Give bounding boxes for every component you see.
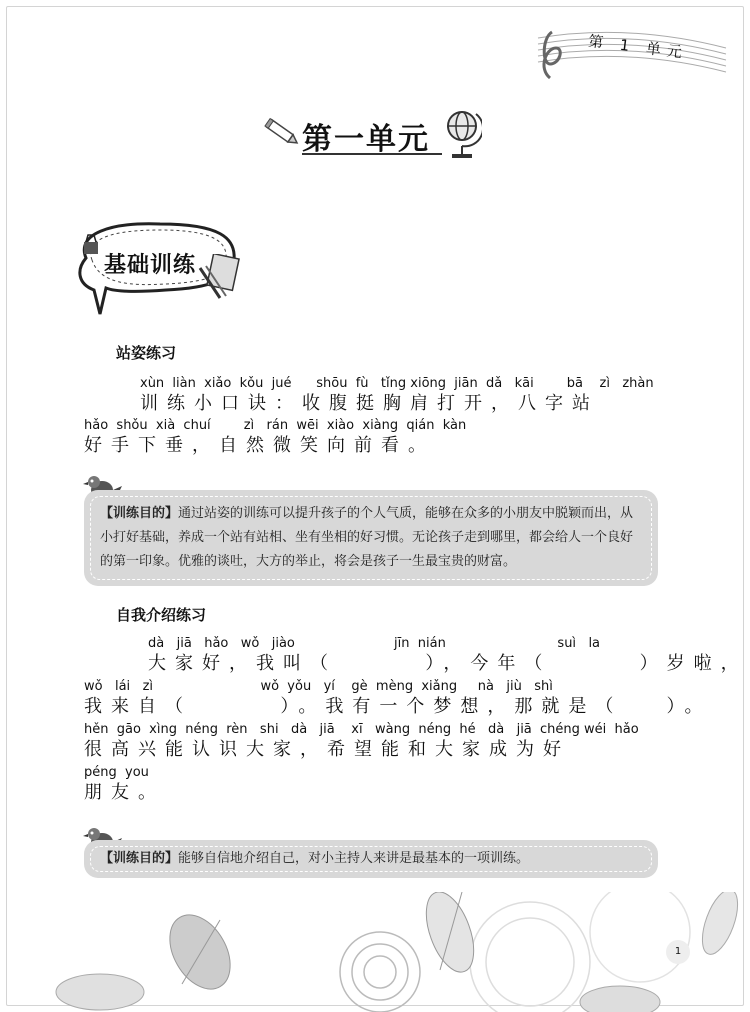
purpose-label: 【训练目的】 <box>100 506 179 521</box>
standing-heading: 站姿练习 <box>116 344 177 362</box>
intro-purpose-box <box>84 840 658 878</box>
intro-text-1: 大家好，我叫（ ），今年（ ）岁啦， <box>148 653 748 674</box>
intro-text-4: 朋友。 <box>84 782 165 803</box>
page-title: 第一单元 <box>302 122 430 157</box>
intro-heading: 自我介绍练习 <box>116 606 207 624</box>
section-tag-label: 基础训练 <box>104 253 197 278</box>
page-number: 1 <box>666 940 690 964</box>
intro-text-3: 很高兴能认识大家，希望能和大家成为好 <box>84 739 570 760</box>
notebook-icon <box>196 254 242 302</box>
title-block <box>262 106 492 162</box>
standing-pinyin-1: xùn liàn xiǎo kǒu jué shōu fù tǐng xiōng jiān dǎ kāi bā zì zhàn <box>140 376 654 391</box>
title-underline <box>302 153 442 155</box>
leaf-icon <box>0 892 750 1012</box>
purpose-text: 通过站姿的训练可以提升孩子的个人气质，能够在众多的小朋友中脱颖而出，从小打好基础，养成一个站有站相、坐有坐相的好习惯。无论孩子走到哪里，都会给人一个良好的第一印象。优雅的谈吐，大方的举止，将会是孩子一生最宝贵的财富。 <box>100 506 634 569</box>
standing-text-1: 训练小口诀：收腹挺胸肩打开，八字站 <box>140 393 599 414</box>
intro-pinyin-3: hěn gāo xìng néng rèn shi dà jiā xī wàng néng hé dà jiā chéng wéi hǎo <box>84 722 639 737</box>
intro-text-2: 我来自（ ）。我有一个梦想，那就是（ ）。 <box>84 696 712 717</box>
standing-text-2: 好手下垂，自然微笑向前看。 <box>84 435 435 456</box>
standing-pinyin-2: hǎo shǒu xià chuí zì rán wēi xiào xiàng qián kàn <box>84 418 467 433</box>
unit-label: 第 1 单元 <box>587 31 689 63</box>
intro-pinyin-2: wǒ lái zì wǒ yǒu yí gè mèng xiǎng nà jiù shì <box>84 679 553 694</box>
binder-clip-icon <box>82 234 100 256</box>
standing-purpose <box>100 502 644 574</box>
pencil-icon <box>262 116 302 150</box>
intro-pinyin-4: péng you <box>84 765 149 780</box>
purpose-label: 【训练目的】 <box>100 851 179 866</box>
standing-purpose-box <box>84 490 658 586</box>
intro-purpose <box>100 847 644 871</box>
globe-icon <box>444 108 482 160</box>
purpose-text: 能够自信地介绍自己，对小主持人来讲是最基本的一项训练。 <box>178 851 530 866</box>
intro-pinyin-1: dà jiā hǎo wǒ jiào jīn nián suì la <box>148 636 601 651</box>
